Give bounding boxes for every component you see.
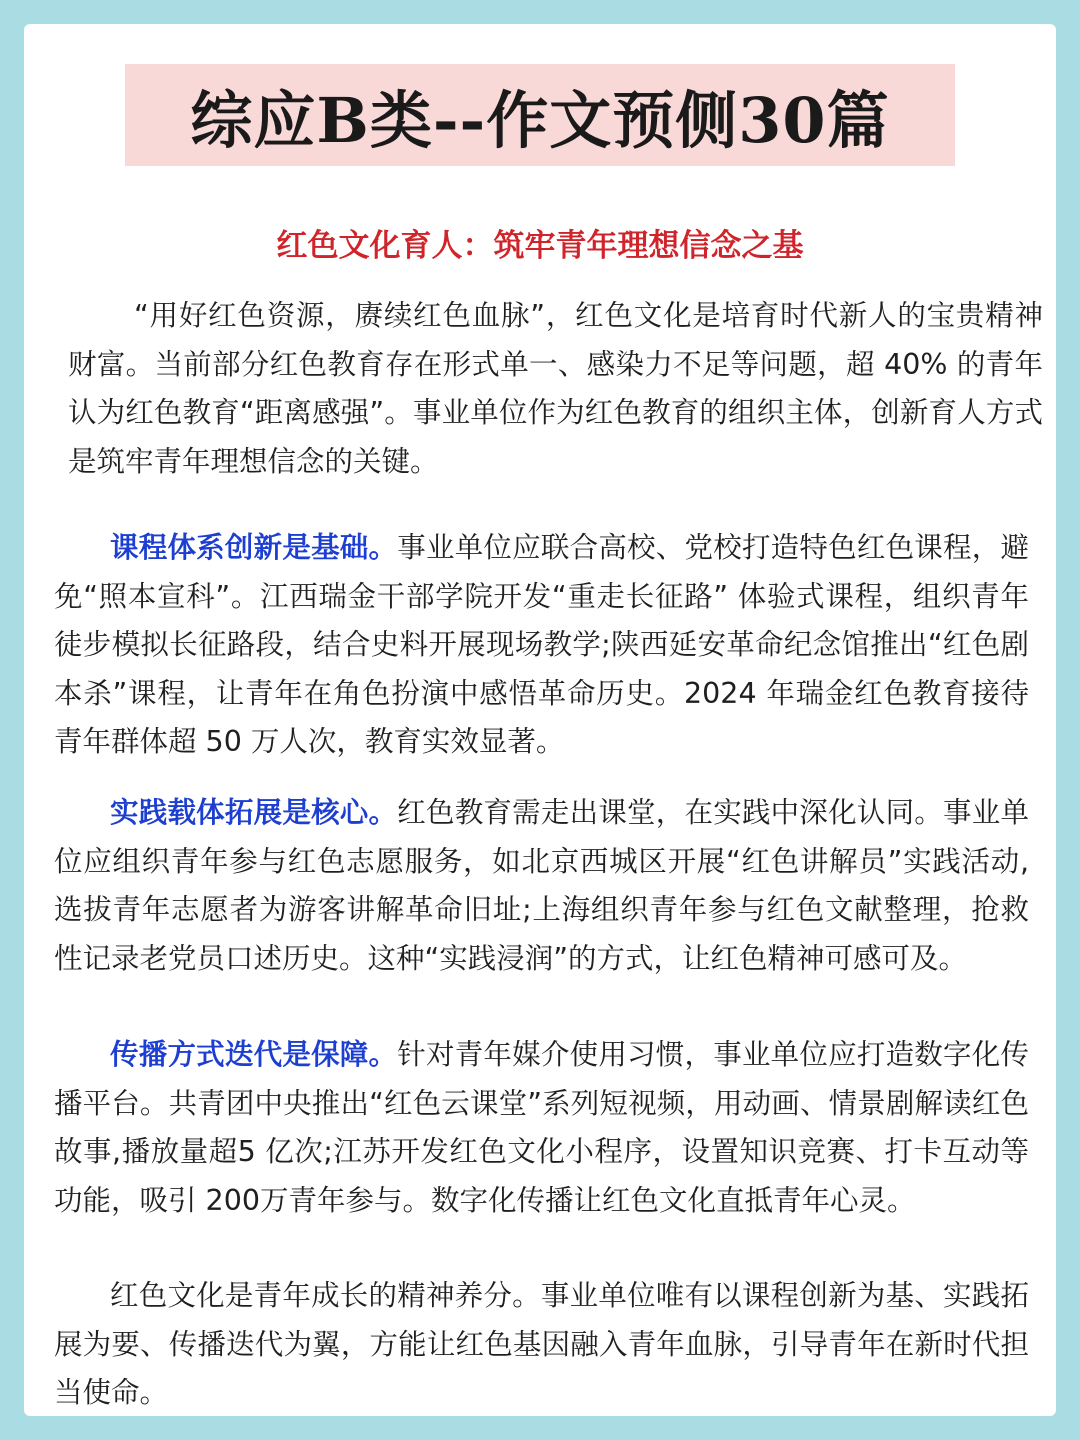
section-text-practice: 红色教育需走出课堂，在实践中深化认同。事业单位应组织青年参与红色志愿服务，如北京西城区开展“红色讲解员”实践活动,选拔青年志愿者为游客讲解革命旧址;上海组织青年参与红色文献整理，抢救性记录老党员口述历史。这种“实践浸润”的方式，让红色精神可感可及。 <box>54 796 1029 975</box>
section-lead-course: 课程体系创新是基础。 <box>110 531 398 564</box>
banner-title: 综应B类--作文预侧30篇 <box>190 83 890 157</box>
conclusion-paragraph: 红色文化是青年成长的精神养分。事业单位唯有以课程创新为基、实践拓展为要、传播迭代为翼，方能让红色基因融入青年血脉，引导青年在新时代担当使命。 <box>54 1279 1029 1409</box>
essay-title: 红色文化育人：筑牢青年理想信念之基 <box>276 228 804 264</box>
intro-paragraph: “用好红色资源，赓续红色血脉”，红色文化是培育时代新人的宝贵精神财富。当前部分红色教育存在形式单一、感染力不足等问题，超 40% 的青年认为红色教育“距离感强”。事业单位作为红色教育的组织主体，创新育人方式是筑牢青年理想信念的关键。 <box>68 299 1043 478</box>
section-paragraph-practice <box>54 789 1029 983</box>
section-text-communication: 针对青年媒介使用习惯，事业单位应打造数字化传播平台。共青团中央推出“红色云课堂”系列短视频，用动画、情景剧解读红色故事,播放量超5 亿次;江苏开发红色文化小程序，设置知识竞赛、打卡互动等功能，吸引 200万青年参与。数字化传播让红色文化直抵青年心灵。 <box>54 1038 1029 1217</box>
section-lead-practice: 实践载体拓展是核心。 <box>110 796 398 829</box>
title-banner <box>125 64 955 166</box>
document-page <box>24 24 1056 1416</box>
section-paragraph-communication <box>54 1031 1029 1225</box>
section-paragraph-course <box>54 524 1029 767</box>
section-lead-communication: 传播方式迭代是保障。 <box>110 1038 398 1071</box>
section-text-course: 事业单位应联合高校、党校打造特色红色课程，避免“照本宣科”。江西瑞金干部学院开发“重走长征路” 体验式课程，组织青年徒步模拟长征路段，结合史料开展现场教学;陕西延安革命纪念馆推出“红色剧本杀”课程，让青年在角色扮演中感悟革命历史。2024 年瑞金红色教育接待青年群体超 50 万人次，教育实效显著。 <box>54 531 1029 758</box>
